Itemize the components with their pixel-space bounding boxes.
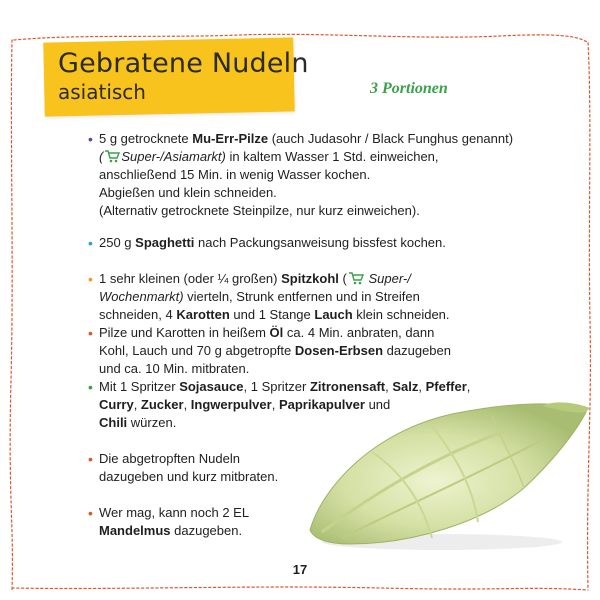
- bullet-icon: •: [88, 131, 93, 147]
- bullet-icon: •: [88, 451, 93, 467]
- bullet-icon: •: [88, 325, 93, 341]
- portions-label: 3 Portionen: [370, 80, 448, 97]
- shopping-cart-icon: [348, 272, 364, 285]
- recipe-subtitle: asiatisch: [58, 80, 146, 104]
- bullet-icon: •: [88, 271, 93, 287]
- page-number: 17: [292, 562, 308, 577]
- recipe-title: Gebratene Nudeln: [58, 48, 309, 79]
- shopping-cart-icon: [104, 150, 120, 163]
- bullet-icon: •: [88, 235, 93, 251]
- bullet-icon: •: [88, 379, 93, 395]
- bullet-icon: •: [88, 505, 93, 521]
- pointed-cabbage-image: [302, 392, 592, 552]
